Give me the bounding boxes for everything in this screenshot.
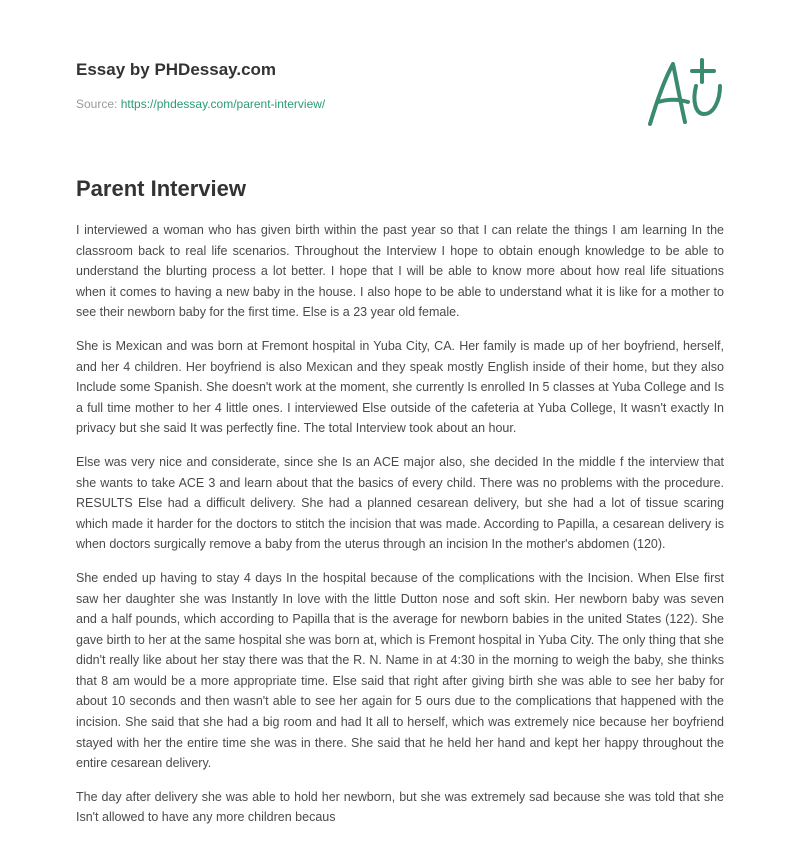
- essay-paragraph: I interviewed a woman who has given birth within the past year so that I can relate the things I am learning In the classroom back to real life scenarios. Throughout the Interview I hope to obtain enough knowledge to be able to understand the blurting process a lot better. I hope that I will be able to know more about how real life situations when it comes to having a new baby in the house. I also hope to be able to understand what it is like for a mother to see their newborn baby for the first time. Else is a 23 year old female.: [76, 223, 724, 320]
- essay-paragraph: Else was very nice and considerate, since she Is an ACE major also, she decided In the middle f the interview that she wants to take ACE 3 and learn about that the basics of every child. There was no problems with the procedure. RESULTS Else had a difficult delivery. She had a planned cesarean delivery, but she had a lot of tissue scaring which made it harder for the doctors to stitch the incision that was made. According to Papilla, a cesarean delivery is when doctors surgically remove a baby from the uterus through an incision In the mother's abdomen (120).: [76, 454, 724, 552]
- essay-paragraph: The day after delivery she was able to hold her newborn, but she was extremely sad because she was told that she Isn't allowed to have any more children becaus: [76, 789, 724, 825]
- source-link[interactable]: https://phdessay.com/parent-interview/: [120, 97, 326, 111]
- essay-title: Parent Interview: [76, 176, 246, 201]
- essay-paragraph: She ended up having to stay 4 days In the hospital because of the complications with the Incision. When Else first saw her daughter she was Instantly In love with the little Dutton nose and soft skin. Her newborn baby was seven and a half pounds, which according to Papilla that is the average for newborn babies in the united States (122). She gave birth to her at the same hospital she was born at, which is Fremont hospital in Yuba City. The only thing that she didn't really like about her stay there was that the R. N. Name in at 4:30 in the morning to weigh the baby, she thinks that 8 am would be a more appropriate time. Else said that right after giving birth she was able to see her baby for about 10 seconds and then wasn't able to see her again for 5 ours due to the complications that happened with the incision. She said that she had a big room and had It all to herself, which was extremely nice because her boyfriend stayed with her the entire time she was in there. She said that he held her hand and kept her happy throughout the entire cesarean delivery.: [76, 570, 724, 771]
- page-header: [0, 0, 800, 150]
- site-title: Essay by PHDessay.com: [76, 60, 277, 79]
- essay-body: [76, 220, 724, 841]
- essay-paragraph: She is Mexican and was born at Fremont hospital in Yuba City, CA. Her family is made up of her boyfriend, herself, and her 4 children. Her boyfriend is also Mexican and they speak mostly English inside of their home, but they also Include some Spanish. She doesn't work at the moment, she currently Is enrolled In 5 classes at Yuba College and Is a full time mother to her 4 little ones. I interviewed Else outside of the cafeteria at Yuba College, It wasn't exactly In privacy but she said It was perfectly fine. The total Interview took about an hour.: [76, 338, 724, 436]
- a-plus-icon: [640, 52, 730, 132]
- source-line: [76, 97, 325, 111]
- source-label: Source:: [76, 97, 118, 111]
